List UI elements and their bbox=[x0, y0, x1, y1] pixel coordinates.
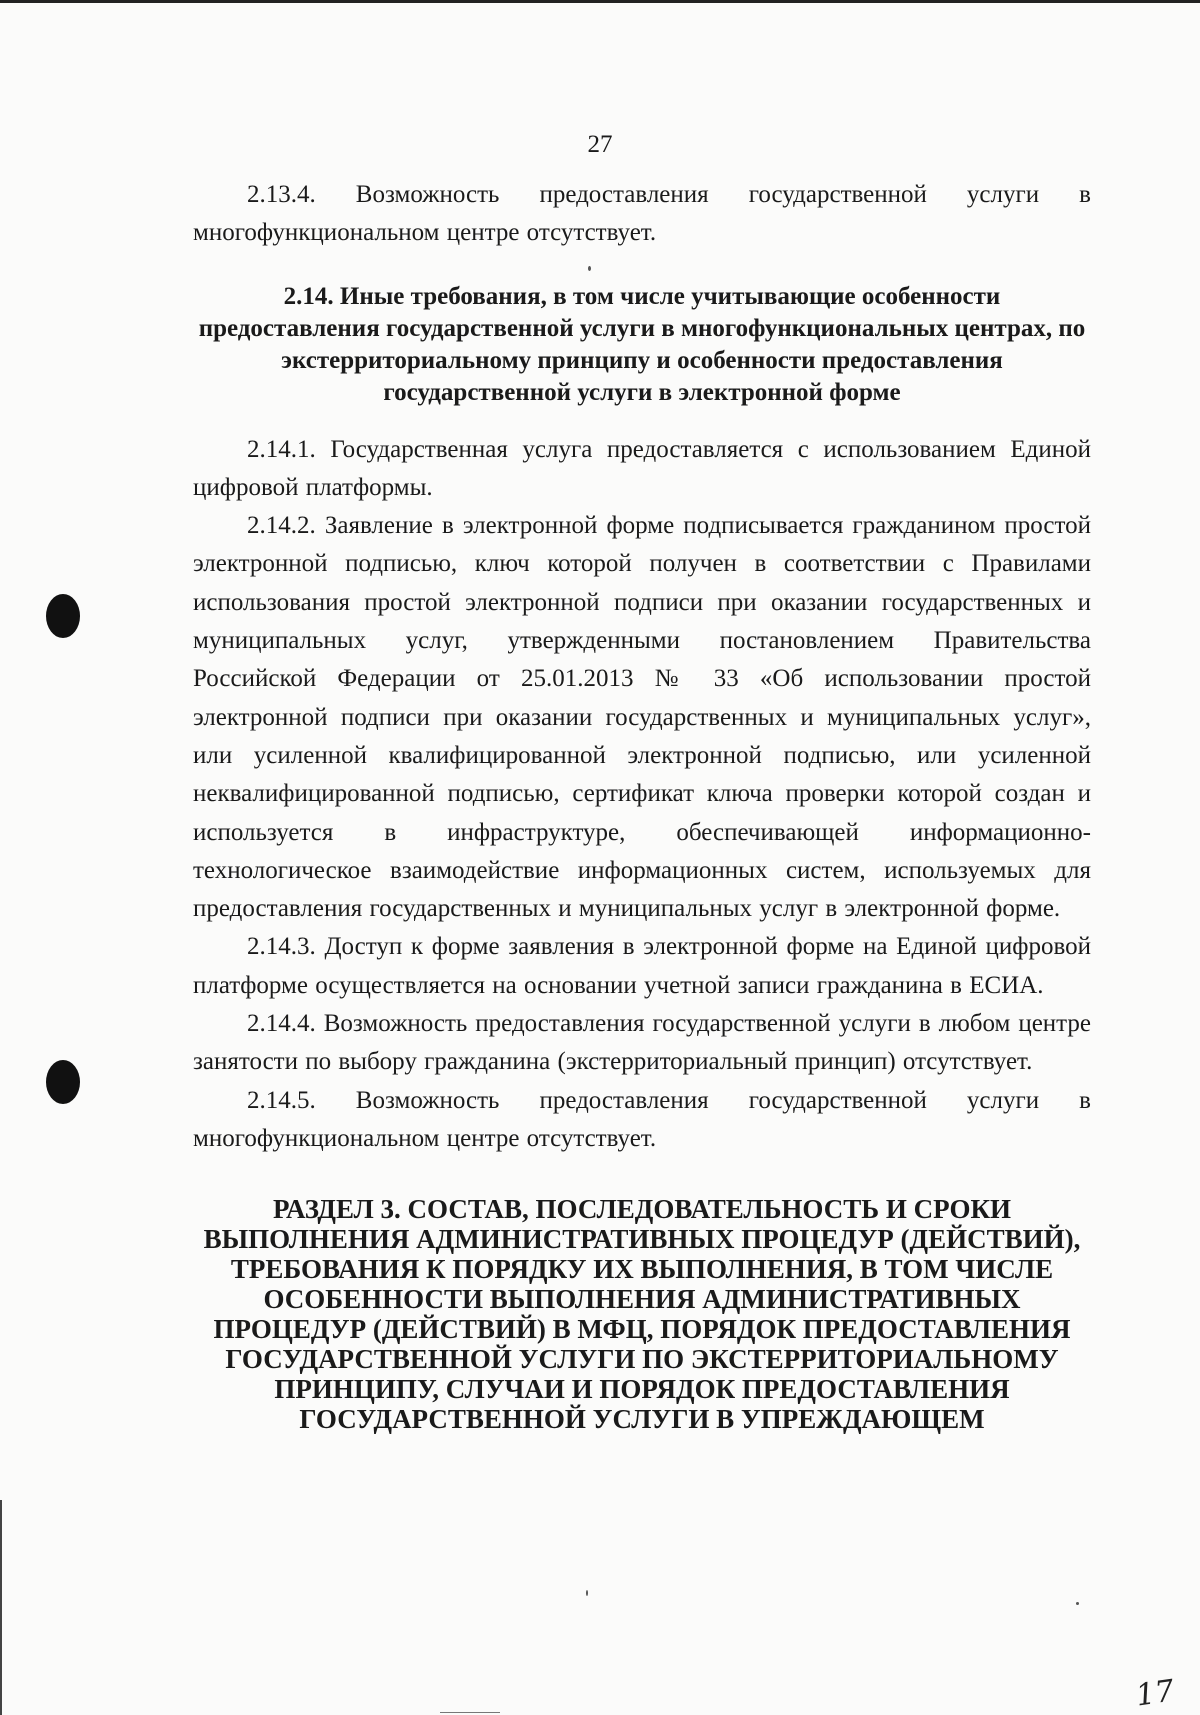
paragraph-2-14-4: 2.14.4. Возможность предоставления государственной услуги в любом центре занятости по выбору гражданина (экстерриториальный принцип) отсутствует. bbox=[193, 1010, 1091, 1076]
scan-edge-left bbox=[0, 1500, 2, 1715]
section-3-heading: РАЗДЕЛ 3. СОСТАВ, ПОСЛЕДОВАТЕЛЬНОСТЬ И СРОКИ ВЫПОЛНЕНИЯ АДМИНИСТРАТИВНЫХ ПРОЦЕДУР (ДЕЙСТВИЙ), ТРЕБОВАНИЯ К ПОРЯДКУ ИХ ВЫПОЛНЕНИЯ, В ТОМ ЧИСЛЕ ОСОБЕННОСТИ ВЫПОЛНЕНИЯ АДМИНИСТРАТИВНЫХ ПРОЦЕДУР (ДЕЙСТВИЙ) В МФЦ, ПОРЯДОК ПРЕДОСТАВЛЕНИЯ ГОСУДАРСТВЕННОЙ УСЛУГИ ПО ЭКСТЕРРИТОРИАЛЬНОМУ ПРИНЦИПУ, СЛУЧАИ И ПОРЯДОК ПРЕДОСТАВЛЕНИЯ ГОСУДАРСТВЕННОЙ УСЛУГИ В УПРЕЖДАЮЩЕМ bbox=[203, 1194, 1081, 1435]
punch-hole bbox=[46, 594, 80, 638]
scan-speck bbox=[586, 1590, 588, 1596]
scan-speck bbox=[1076, 1602, 1079, 1605]
paragraph-2-14-5: 2.14.5. Возможность предоставления государственной услуги в многофункциональном центре отсутствует. bbox=[193, 1086, 1091, 1152]
heading-2-14: 2.14. Иные требования, в том числе учитывающие особенности предоставления государственной услуги в многофункциональных центрах, по экстерриториальному принципу и особенности предоставления государственной услуги в электронной форме bbox=[198, 282, 1086, 406]
page-number: 27 bbox=[587, 131, 613, 158]
punch-hole bbox=[46, 1060, 80, 1104]
handwritten-page-mark: 17 bbox=[1133, 1673, 1177, 1714]
document-body bbox=[193, 176, 1091, 1434]
paragraph-2-14-3: 2.14.3. Доступ к форме заявления в электронной форме на Единой цифровой платформе осуществляется на основании учетной записи гражданина в ЕСИА. bbox=[193, 933, 1091, 999]
scan-edge-bottom bbox=[440, 1712, 500, 1713]
scan-edge-top bbox=[0, 0, 1200, 3]
paragraph-2-14-2: 2.14.2. Заявление в электронной форме подписывается гражданином простой электронной подписью, ключ которой получен в соответствии с Правилами использования простой электронной подписи при оказании государственных и муниципальных услуг, утвержденными постановлением Правительства Российской Федерации от 25.01.2013 № 33 «Об использовании простой электронной подписи при оказании государственных и муниципальных услуг», или усиленной квалифицированной электронной подписью, или усиленной неквалифицированной подписью, сертификат ключа проверки которой создан и используется в инфраструктуре, обеспечивающей информационно-технологическое взаимодействие информационных систем, используемых для предоставления государственных и муниципальных услуг в электронной форме. bbox=[193, 512, 1091, 923]
paragraph-2-14-1: 2.14.1. Государственная услуга предоставляется с использованием Единой цифровой платформы. bbox=[193, 435, 1091, 501]
paragraph-2-13-4: 2.13.4. Возможность предоставления государственной услуги в многофункциональном центре отсутствует. bbox=[193, 181, 1091, 247]
